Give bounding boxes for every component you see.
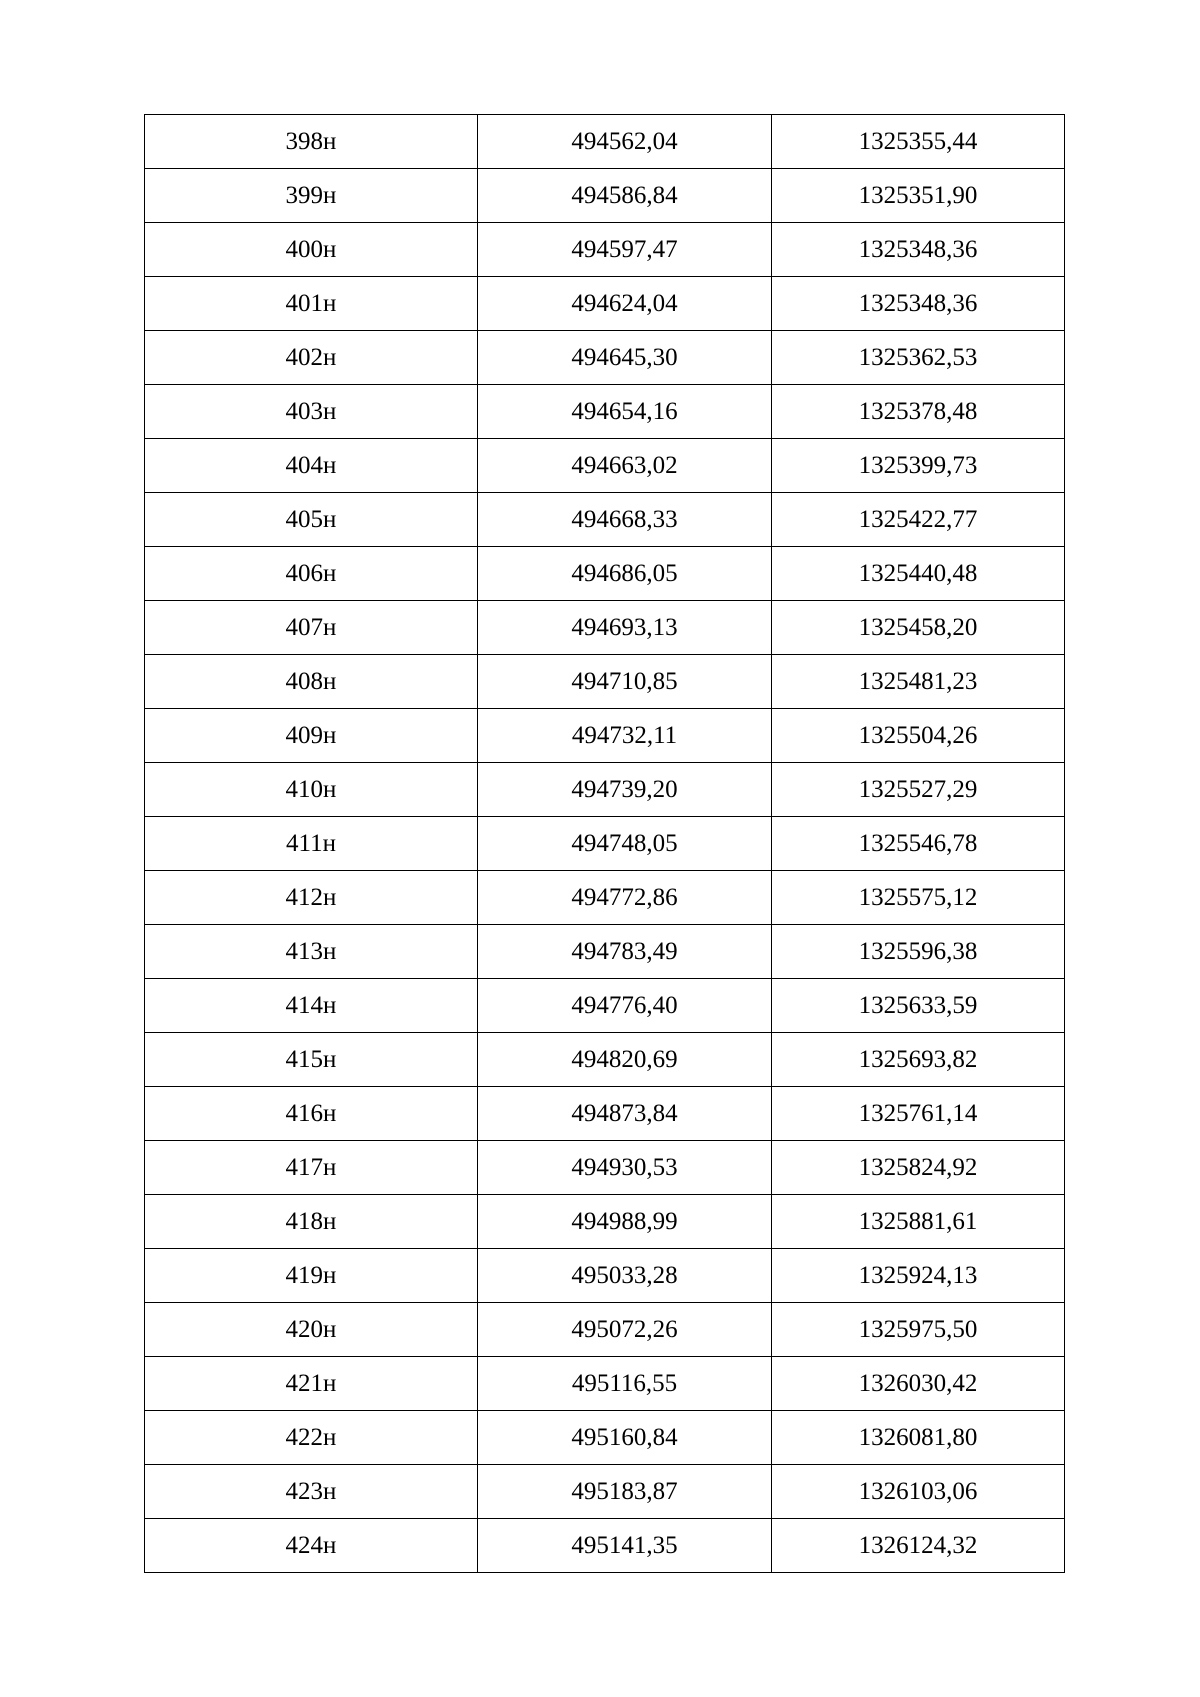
y-coordinate-cell: 1326124,32 (772, 1519, 1065, 1573)
table-row (145, 871, 1065, 925)
y-coordinate-cell: 1325440,48 (772, 547, 1065, 601)
y-coordinate-cell: 1325761,14 (772, 1087, 1065, 1141)
table-row (145, 331, 1065, 385)
table-row (145, 439, 1065, 493)
x-coordinate-cell: 494873,84 (478, 1087, 772, 1141)
table-row (145, 1195, 1065, 1249)
x-coordinate-cell: 494748,05 (478, 817, 772, 871)
table-row (145, 223, 1065, 277)
table-row (145, 1519, 1065, 1573)
x-coordinate-cell: 495033,28 (478, 1249, 772, 1303)
point-id-cell: 413н (145, 925, 478, 979)
y-coordinate-cell: 1325824,92 (772, 1141, 1065, 1195)
point-id-cell: 400н (145, 223, 478, 277)
y-coordinate-cell: 1325881,61 (772, 1195, 1065, 1249)
x-coordinate-cell: 494645,30 (478, 331, 772, 385)
coordinates-table-body (145, 115, 1065, 1573)
x-coordinate-cell: 494597,47 (478, 223, 772, 277)
x-coordinate-cell: 494710,85 (478, 655, 772, 709)
x-coordinate-cell: 494562,04 (478, 115, 772, 169)
y-coordinate-cell: 1325596,38 (772, 925, 1065, 979)
y-coordinate-cell: 1326030,42 (772, 1357, 1065, 1411)
table-row (145, 709, 1065, 763)
table-row (145, 817, 1065, 871)
table-row (145, 655, 1065, 709)
x-coordinate-cell: 494783,49 (478, 925, 772, 979)
coordinates-table (144, 114, 1065, 1573)
table-row (145, 1303, 1065, 1357)
point-id-cell: 403н (145, 385, 478, 439)
y-coordinate-cell: 1325351,90 (772, 169, 1065, 223)
point-id-cell: 414н (145, 979, 478, 1033)
x-coordinate-cell: 495183,87 (478, 1465, 772, 1519)
table-row (145, 1087, 1065, 1141)
point-id-cell: 415н (145, 1033, 478, 1087)
x-coordinate-cell: 495072,26 (478, 1303, 772, 1357)
y-coordinate-cell: 1325575,12 (772, 871, 1065, 925)
y-coordinate-cell: 1325975,50 (772, 1303, 1065, 1357)
point-id-cell: 420н (145, 1303, 478, 1357)
x-coordinate-cell: 494686,05 (478, 547, 772, 601)
y-coordinate-cell: 1325527,29 (772, 763, 1065, 817)
table-row (145, 277, 1065, 331)
x-coordinate-cell: 495141,35 (478, 1519, 772, 1573)
y-coordinate-cell: 1325693,82 (772, 1033, 1065, 1087)
point-id-cell: 405н (145, 493, 478, 547)
y-coordinate-cell: 1325458,20 (772, 601, 1065, 655)
x-coordinate-cell: 494693,13 (478, 601, 772, 655)
y-coordinate-cell: 1325355,44 (772, 115, 1065, 169)
y-coordinate-cell: 1326103,06 (772, 1465, 1065, 1519)
table-row (145, 601, 1065, 655)
table-row (145, 169, 1065, 223)
point-id-cell: 402н (145, 331, 478, 385)
point-id-cell: 406н (145, 547, 478, 601)
table-row (145, 1249, 1065, 1303)
x-coordinate-cell: 494820,69 (478, 1033, 772, 1087)
point-id-cell: 398н (145, 115, 478, 169)
point-id-cell: 423н (145, 1465, 478, 1519)
y-coordinate-cell: 1325546,78 (772, 817, 1065, 871)
point-id-cell: 408н (145, 655, 478, 709)
y-coordinate-cell: 1325504,26 (772, 709, 1065, 763)
y-coordinate-cell: 1325348,36 (772, 277, 1065, 331)
point-id-cell: 419н (145, 1249, 478, 1303)
table-row (145, 1033, 1065, 1087)
y-coordinate-cell: 1325924,13 (772, 1249, 1065, 1303)
x-coordinate-cell: 495116,55 (478, 1357, 772, 1411)
point-id-cell: 401н (145, 277, 478, 331)
x-coordinate-cell: 494988,99 (478, 1195, 772, 1249)
table-row (145, 925, 1065, 979)
point-id-cell: 416н (145, 1087, 478, 1141)
y-coordinate-cell: 1325362,53 (772, 331, 1065, 385)
x-coordinate-cell: 494732,11 (478, 709, 772, 763)
x-coordinate-cell: 494739,20 (478, 763, 772, 817)
y-coordinate-cell: 1325348,36 (772, 223, 1065, 277)
x-coordinate-cell: 494663,02 (478, 439, 772, 493)
x-coordinate-cell: 494668,33 (478, 493, 772, 547)
table-row (145, 1411, 1065, 1465)
y-coordinate-cell: 1325633,59 (772, 979, 1065, 1033)
point-id-cell: 407н (145, 601, 478, 655)
point-id-cell: 411н (145, 817, 478, 871)
point-id-cell: 418н (145, 1195, 478, 1249)
point-id-cell: 409н (145, 709, 478, 763)
x-coordinate-cell: 494772,86 (478, 871, 772, 925)
x-coordinate-cell: 494654,16 (478, 385, 772, 439)
table-row (145, 547, 1065, 601)
x-coordinate-cell: 494930,53 (478, 1141, 772, 1195)
table-row (145, 385, 1065, 439)
x-coordinate-cell: 494586,84 (478, 169, 772, 223)
x-coordinate-cell: 494776,40 (478, 979, 772, 1033)
table-row (145, 1357, 1065, 1411)
point-id-cell: 412н (145, 871, 478, 925)
table-row (145, 763, 1065, 817)
y-coordinate-cell: 1325378,48 (772, 385, 1065, 439)
point-id-cell: 399н (145, 169, 478, 223)
point-id-cell: 421н (145, 1357, 478, 1411)
x-coordinate-cell: 495160,84 (478, 1411, 772, 1465)
x-coordinate-cell: 494624,04 (478, 277, 772, 331)
y-coordinate-cell: 1325422,77 (772, 493, 1065, 547)
y-coordinate-cell: 1326081,80 (772, 1411, 1065, 1465)
y-coordinate-cell: 1325399,73 (772, 439, 1065, 493)
table-row (145, 1141, 1065, 1195)
point-id-cell: 424н (145, 1519, 478, 1573)
point-id-cell: 404н (145, 439, 478, 493)
table-row (145, 979, 1065, 1033)
point-id-cell: 422н (145, 1411, 478, 1465)
y-coordinate-cell: 1325481,23 (772, 655, 1065, 709)
point-id-cell: 410н (145, 763, 478, 817)
point-id-cell: 417н (145, 1141, 478, 1195)
table-row (145, 115, 1065, 169)
table-row (145, 1465, 1065, 1519)
table-row (145, 493, 1065, 547)
